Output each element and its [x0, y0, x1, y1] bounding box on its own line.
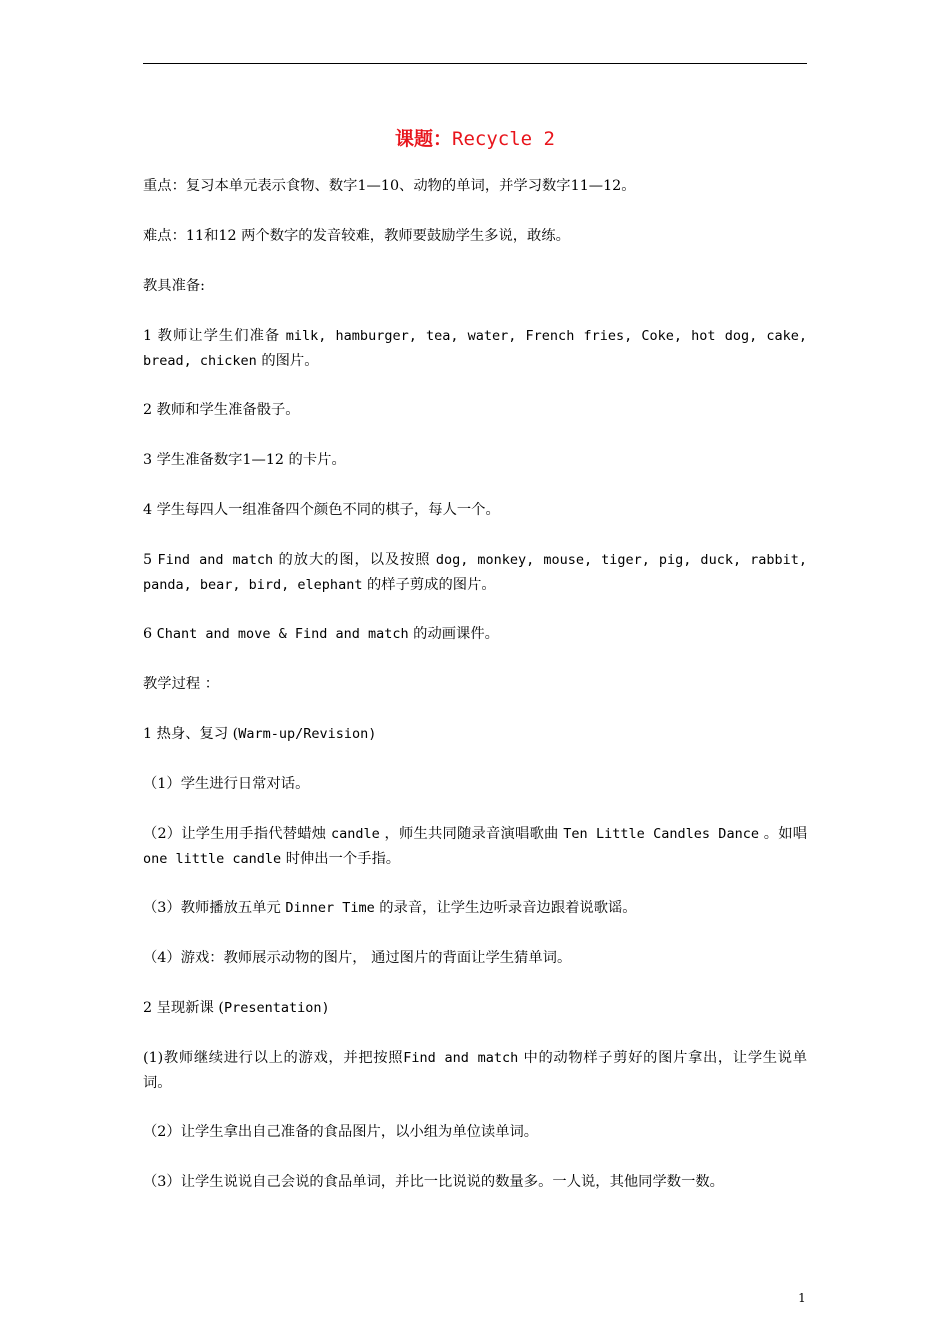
material-item-6: 6 Chant and move & Find and match 的动画课件。 [143, 626, 499, 642]
section-presentation: 2 呈现新课 (Presentation) [143, 1000, 330, 1016]
warmup-step-4: （4）游戏：教师展示动物的图片， 通过图片的背面让学生猜单词。 [143, 950, 572, 966]
header-rule [143, 63, 807, 64]
page-number: 1 [798, 1291, 806, 1305]
material-item-1: 1 教师让学生们准备 milk, hamburger, tea, water, French fries, Coke, hot dog, cake, bread, chicken 的图片。 [143, 328, 807, 369]
presentation-step-3: （3）让学生说说自己会说的食品单词，并比一比说说的数量多。一人说，其他同学数一数。 [143, 1174, 724, 1190]
page-title [143, 124, 807, 151]
material-item-3: 3 学生准备数字1—12 的卡片。 [143, 452, 346, 468]
difficult-points: 难点：11和12 两个数字的发音较难，教师要鼓励学生多说，敢练。 [143, 228, 570, 244]
materials-heading: 教具准备: [143, 278, 206, 294]
procedure-heading: 教学过程 ： [143, 676, 220, 692]
presentation-step-1: (1)教师继续进行以上的游戏，并把按照Find and match 中的动物样子剪好的图片拿出，让学生说单词。 [143, 1050, 808, 1091]
warmup-step-1: （1）学生进行日常对话。 [143, 776, 310, 792]
section-warmup: 1 热身、复习 (Warm-up/Revision) [143, 726, 377, 742]
title-main: Recycle 2 [452, 128, 555, 150]
material-item-5: 5 Find and match 的放大的图，以及按照 dog, monkey, mouse, tiger, pig, duck, rabbit, panda, bear, bird, elephant 的样子剪成的图片。 [143, 552, 807, 593]
warmup-step-2: （2）让学生用手指代替蜡烛 candle ，师生共同随录音演唱歌曲 Ten Little Candles Dance 。如唱 one little candle 时伸出一个手指。 [143, 826, 807, 867]
key-points: 重点：复习本单元表示食物、数字1—10、动物的单词，并学习数字11—12。 [143, 178, 636, 194]
material-item-4: 4 学生每四人一组准备四个颜色不同的棋子，每人一个。 [143, 502, 500, 518]
title-prefix: 课题： [395, 128, 453, 150]
material-item-2: 2 教师和学生准备骰子。 [143, 402, 300, 418]
presentation-step-2: （2）让学生拿出自己准备的食品图片，以小组为单位读单词。 [143, 1124, 539, 1140]
warmup-step-3: （3）教师播放五单元 Dinner Time 的录音，让学生边听录音边跟着说歌谣。 [143, 900, 637, 916]
